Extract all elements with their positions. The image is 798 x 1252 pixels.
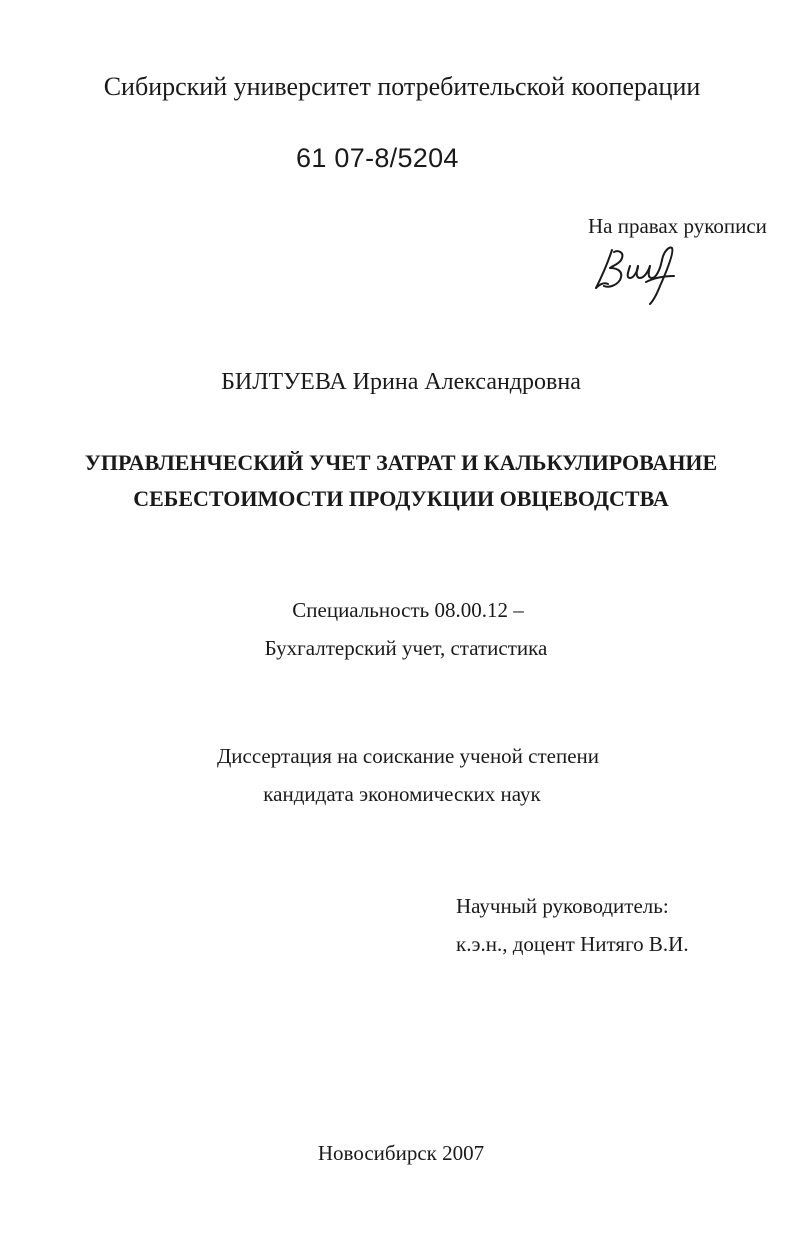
university-name: Сибирский университет потребительской кооперации xyxy=(103,72,701,101)
advisor-label: Научный руководитель: xyxy=(456,894,669,918)
degree-statement-line-2: кандидата экономических наук xyxy=(263,782,541,806)
registry-number: 61 07-8/5204 xyxy=(296,143,459,173)
city-year: Новосибирск 2007 xyxy=(317,1141,485,1165)
specialty-code: Специальность 08.00.12 – xyxy=(292,598,524,622)
degree-statement-line-1: Диссертация на соискание ученой степени xyxy=(216,744,600,768)
rights-note: На правах рукописи xyxy=(588,214,767,238)
specialty-name: Бухгалтерский учет, статистика xyxy=(264,636,548,660)
advisor-name: к.э.н., доцент Нитяго В.И. xyxy=(456,932,689,956)
dissertation-title-line-2: СЕБЕСТОИМОСТИ ПРОДУКЦИИ ОВЦЕВОДСТВА xyxy=(133,486,669,511)
dissertation-title-line-1: УПРАВЛЕНЧЕСКИЙ УЧЕТ ЗАТРАТ И КАЛЬКУЛИРОВАНИЕ xyxy=(84,450,718,475)
author-name: БИЛТУЕВА Ирина Александровна xyxy=(221,369,581,395)
handwritten-signature xyxy=(590,238,680,306)
